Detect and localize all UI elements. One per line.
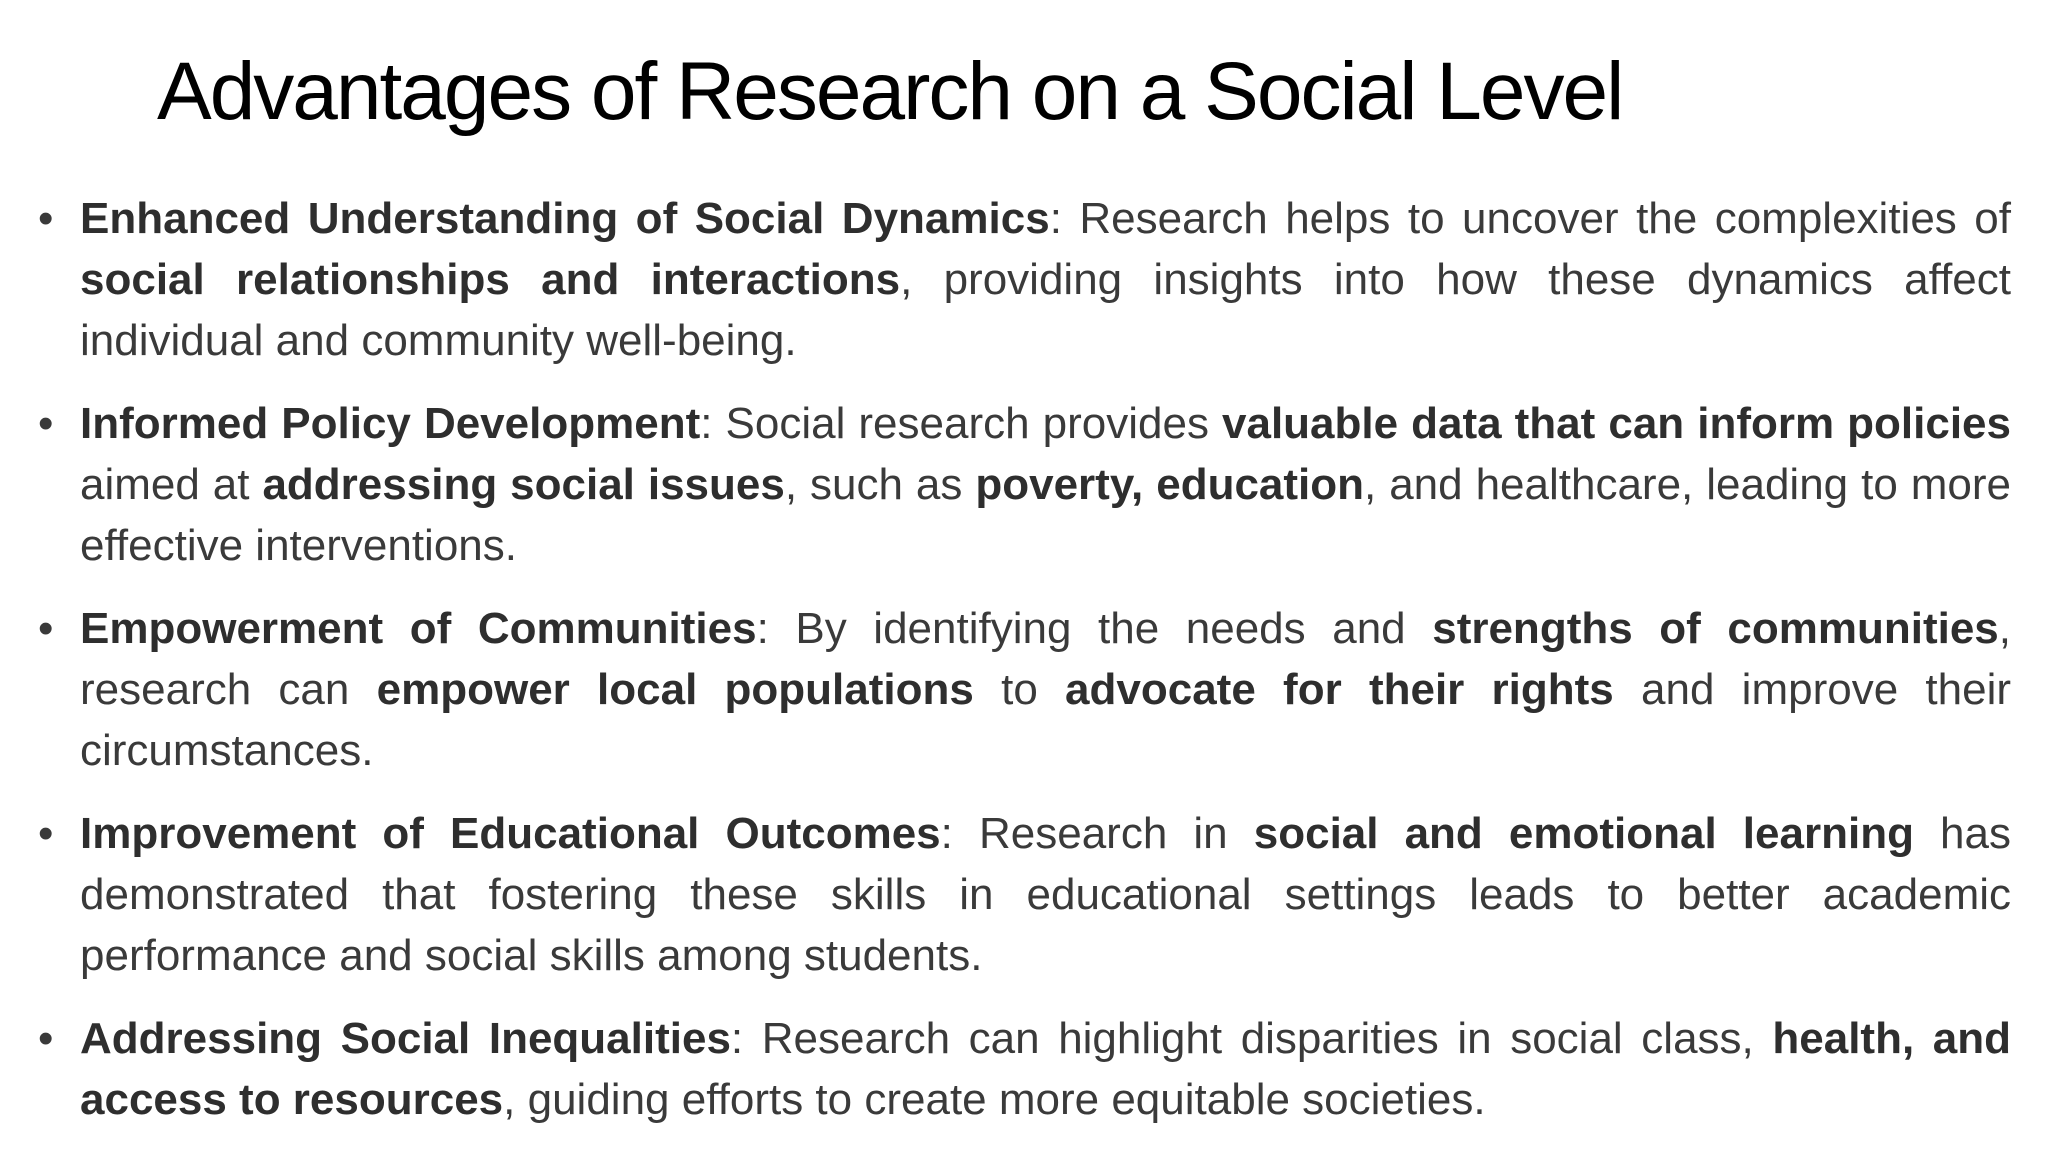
bullet-bold-text: Improvement of Educational Outcomes [80,809,941,858]
bullet-bold-text: poverty, education [975,460,1365,509]
bullet-bold-text: valuable data that can inform policies [1222,399,2011,448]
bullet-dot-icon: • [38,399,54,448]
bullet-text: : By identifying the needs and [756,604,1433,653]
bullet-text: has demonstrated that fostering these skills in educational settings leads to better academic performance and social skills among students. [80,809,2011,980]
bullet-text: , and healthcare, leading to more effective interventions. [80,460,2011,570]
bullet-bold-text: Enhanced Understanding of Social Dynamics [80,194,1050,243]
bullet-text: : Research helps to uncover the complexities of [1049,194,2011,243]
bullet-text: , such as [784,460,976,509]
bullet-bold-text: advocate for their rights [1065,665,1614,714]
bullet-bold-text: Empowerment of Communities [80,604,757,653]
bullet-item [36,598,2011,781]
bullet-text: : Research can highlight disparities in social class, [730,1014,1773,1063]
slide-title: Advantages of Research on a Social Level [157,46,1623,137]
bullet-dot-icon: • [38,1014,54,1063]
bullet-bold-text: social and emotional learning [1253,809,1914,858]
bullet-bold-text: health, and access to resources [80,1014,2011,1124]
bullet-bold-text: strengths of communities [1432,604,1999,653]
bullet-bold-text: social relationships and interactions [80,255,901,304]
bullet-text: to [973,665,1066,714]
bullet-bold-text: Informed Policy Development [80,399,701,448]
bullet-item [36,803,2011,986]
bullet-text: , providing insights into how these dynamics affect individual and community well-being. [80,255,2011,365]
bullet-text: aimed at [80,460,263,509]
bullet-item [36,188,2011,371]
bullet-text: : Research in [940,809,1254,858]
bullet-text: : Social research provides [700,399,1222,448]
bullet-dot-icon: • [38,809,54,858]
bullet-text: , guiding efforts to create more equitable societies. [503,1075,1486,1124]
bullet-bold-text: Addressing Social Inequalities [80,1014,731,1063]
bullet-list [36,188,2011,1152]
bullet-text: and improve their circumstances. [80,665,2011,775]
bullet-bold-text: empower local populations [376,665,974,714]
bullet-text: , research can [80,604,2012,714]
bullet-item [36,1008,2011,1130]
bullet-dot-icon: • [38,194,54,243]
bullet-dot-icon: • [38,604,54,653]
bullet-bold-text: addressing social issues [262,460,785,509]
bullet-item [36,393,2011,576]
